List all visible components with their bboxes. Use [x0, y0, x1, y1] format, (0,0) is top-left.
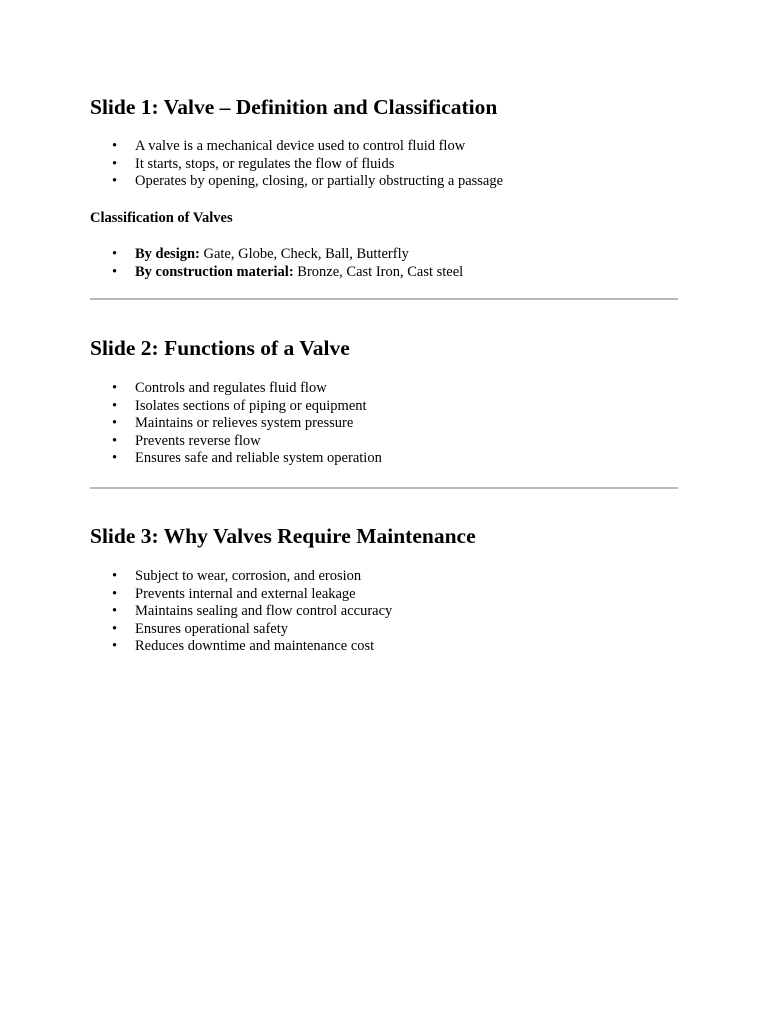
- list-item: • Subject to wear, corrosion, and erosion: [112, 568, 362, 584]
- classification-label: By design:: [135, 246, 200, 262]
- classification-value: Gate, Globe, Check, Ball, Butterfly: [199, 246, 409, 262]
- list-item: [90, 246, 678, 264]
- bullet-icon: •: [112, 620, 118, 637]
- bullet-icon: •: [112, 138, 118, 154]
- bullet-icon: •: [112, 246, 118, 262]
- slide-1-bullet-list: [90, 138, 678, 191]
- list-item: • Reduces downtime and maintenance cost: [112, 638, 375, 655]
- list-item: • Prevents internal and external leakage: [112, 585, 356, 602]
- list-item: • Prevents reverse flow: [112, 432, 261, 449]
- bullet-icon: •: [112, 568, 118, 584]
- list-item: • Isolates sections of piping or equipment: [112, 397, 367, 414]
- list-item: [90, 264, 678, 282]
- bullet-icon: •: [112, 585, 118, 602]
- slide-2-bullet-list: [90, 380, 678, 468]
- list-item: • Operates by opening, closing, or partially obstructing a passage: [112, 173, 504, 190]
- list-item: • Maintains or relieves system pressure: [112, 415, 354, 432]
- list-item: • Controls and regulates fluid flow: [112, 380, 327, 396]
- horizontal-rule: [90, 298, 678, 300]
- bullet-icon: •: [112, 638, 118, 655]
- slide-3-bullet-list: [90, 568, 678, 656]
- bullet-icon: •: [112, 415, 118, 432]
- classification-list: [90, 246, 678, 281]
- bullet-icon: •: [112, 263, 118, 280]
- slide-1-title: Slide 1: Valve – Definition and Classification: [90, 95, 498, 119]
- classification-value: Bronze, Cast Iron, Cast steel: [293, 263, 464, 280]
- bullet-icon: •: [112, 173, 118, 190]
- slide-2-title: Slide 2: Functions of a Valve: [90, 336, 350, 360]
- bullet-icon: •: [112, 397, 118, 414]
- list-item: • Maintains sealing and flow control accuracy: [112, 603, 393, 620]
- horizontal-rule: [90, 487, 678, 489]
- list-item: • It starts, stops, or regulates the flow of fluids: [112, 155, 395, 172]
- classification-label: By construction material:: [135, 263, 294, 280]
- bullet-icon: •: [112, 432, 118, 449]
- bullet-icon: •: [112, 380, 118, 396]
- classification-heading: Classification of Valves: [90, 210, 233, 226]
- slide-3-title: Slide 3: Why Valves Require Maintenance: [90, 524, 476, 548]
- list-item: • A valve is a mechanical device used to control fluid flow: [112, 138, 466, 154]
- list-item: • Ensures safe and reliable system operation: [112, 450, 382, 467]
- bullet-icon: •: [112, 155, 118, 172]
- bullet-icon: •: [112, 450, 118, 467]
- bullet-icon: •: [112, 603, 118, 620]
- list-item: • Ensures operational safety: [112, 620, 289, 637]
